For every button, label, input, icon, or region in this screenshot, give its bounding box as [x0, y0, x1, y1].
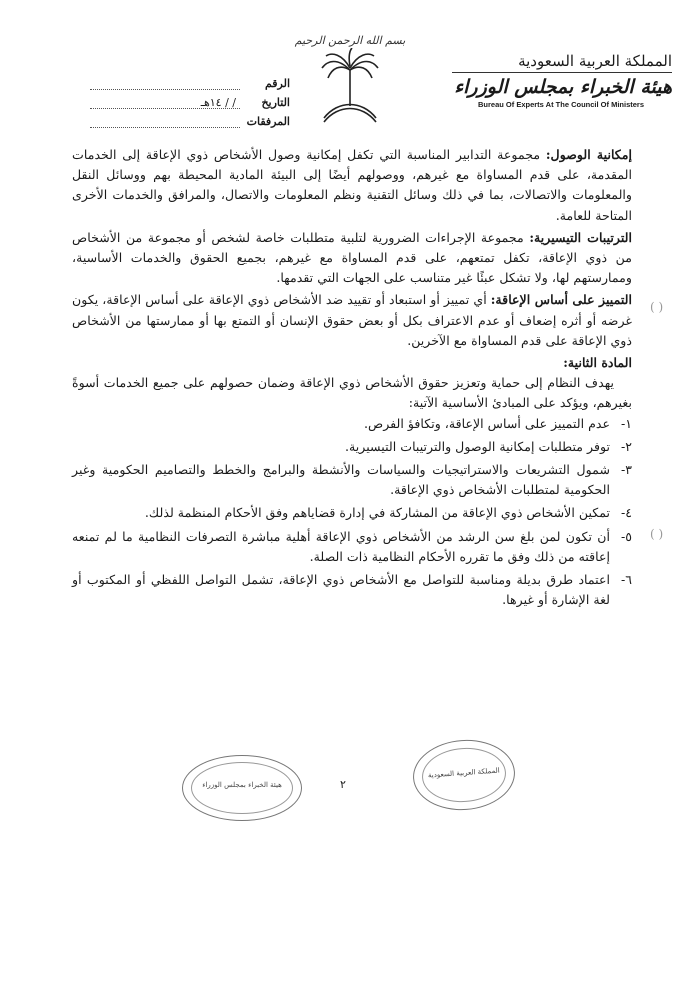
- list-item-text: تمكين الأشخاص ذوي الإعاقة من المشاركة في إدارة قضاياهم وفق الأحكام المنظمة لذلك.: [144, 505, 610, 521]
- list-item: [72, 570, 632, 610]
- definition-term: الترتيبات التيسيرية:: [529, 229, 632, 245]
- basmala: بسم الله الرحمن الرحيم: [294, 34, 406, 47]
- margin-mark: ( ): [650, 300, 664, 314]
- attachments-label: المرفقات: [246, 115, 290, 128]
- date-row: [90, 93, 290, 112]
- ref-number-line: [90, 77, 240, 90]
- list-item-text: عدم التمييز على أساس الإعاقة، وتكافؤ الفرص.: [363, 415, 610, 431]
- list-item-text: شمول التشريعات والاستراتيجيات والسياسات والأنشطة والبرامج والخطط والتصاميم الحكومية وغير الحكومية لمتطلبات الأشخاص ذوي الإعاقة.: [72, 462, 610, 498]
- org-title: هيئة الخبراء بمجلس الوزراء: [454, 76, 672, 98]
- list-item-text: توفر متطلبات إمكانية الوصول والترتيبات التيسيرية.: [345, 438, 610, 454]
- list-item: [72, 460, 632, 500]
- saudi-emblem-icon: [318, 48, 382, 126]
- list-item: [72, 527, 632, 567]
- official-stamp-left: [182, 755, 302, 821]
- letterhead: [0, 18, 700, 133]
- list-item-text: اعتماد طرق بديلة ومناسبة للتواصل مع الأشخاص ذوي الإعاقة، تشمل التواصل اللفظي أو المكتوب أو لغة الإشارة أو غيرها.: [72, 572, 610, 608]
- definition-text: مجموعة الإجراءات الضرورية لتلبية متطلبات خاصة لشخص أو مجموعة من الأشخاص من ذوي الإعاقة، تكفل تمتعهم، على قدم المساواة مع غيرهم، بجميع الحقوق والخدمات الأساسية، وممارستهم لها، ولا تشكل عبئًا غير متناسب على الجهات التي تقدمها.: [72, 229, 632, 286]
- attachments-line: [90, 115, 240, 128]
- margin-mark: ( ): [650, 527, 664, 541]
- article-intro: يهدف النظام إلى حماية وتعزيز حقوق الأشخاص ذوي الإعاقة وضمان حصولهم على جميع الخدمات أسوةً بغيرهم، ويؤكد على المبادئ الأساسية الآتية:: [72, 375, 632, 411]
- list-item-number: ٤-: [620, 505, 632, 521]
- list-item-text: أن تكون لمن بلغ سن الرشد من الأشخاص ذوي الإعاقة أهلية مباشرة التصرفات النظامية ما لم تمنعه إعاقته من ذلك وفق ما تقرره الأحكام النظامية ذات الصلة.: [72, 528, 610, 564]
- list-item: [72, 414, 632, 434]
- org-country: المملكة العربية السعودية: [452, 52, 672, 73]
- list-item-number: ٢-: [620, 438, 632, 454]
- date-label: التاريخ: [261, 96, 290, 109]
- page-number: ٢: [340, 778, 346, 791]
- definition-term: إمكانية الوصول:: [545, 147, 632, 162]
- ref-number-row: [90, 74, 290, 93]
- stamp-text: المملكة العربية السعودية: [427, 766, 500, 780]
- official-stamp-right: [411, 737, 518, 814]
- organization-name: [452, 52, 672, 109]
- article-heading: المادة الثانية:: [563, 355, 632, 371]
- definition-term: التمييز على أساس الإعاقة:: [490, 292, 633, 308]
- definition-accessibility: [72, 145, 632, 226]
- list-item-number: ٦-: [620, 572, 632, 588]
- definition-discrimination: [72, 290, 632, 351]
- definition-reasonable-accommodation: [72, 228, 632, 289]
- list-item-number: ٥-: [620, 528, 632, 544]
- reference-fields: [90, 74, 290, 131]
- org-english: Bureau Of Experts At The Council Of Ministers: [478, 100, 644, 109]
- ref-number-label: الرقم: [264, 77, 290, 90]
- document-body: [72, 145, 632, 613]
- stamp-text: هيئة الخبراء بمجلس الوزراء: [202, 781, 282, 789]
- definition-text: مجموعة التدابير المناسبة التي تكفل إمكانية وصول الأشخاص ذوي الإعاقة إلى الخدمات المقدمة، على قدم المساواة مع غيرهم، ووصولهم أيضًا إلى البيئة المادية المحيطة بهم ووسائل النقل والمعلومات والاتصالات، بما في ذلك وسائل التقنية ونظم المعلومات والاتصال، والمرافق والخدمات الأخرى المتاحة للعامة.: [72, 147, 632, 223]
- list-item-number: ١-: [620, 415, 632, 431]
- list-item: [72, 503, 632, 523]
- definition-text: أي تمييز أو استبعاد أو تقييد ضد الأشخاص ذوي الإعاقة على أساس الإعاقة، يكون غرضه أو أثره إضعاف أو عدم الاعتراف بكل أو بعض حقوق الإنسان أو التمتع بها أو ممارستها من الأشخاص ذوي الإعاقة على قدم المساواة مع الآخرين.: [72, 292, 632, 348]
- date-value: / / ١٤هـ: [90, 96, 240, 109]
- list-item-number: ٣-: [620, 462, 632, 478]
- list-item: [72, 437, 632, 457]
- attachments-row: [90, 112, 290, 131]
